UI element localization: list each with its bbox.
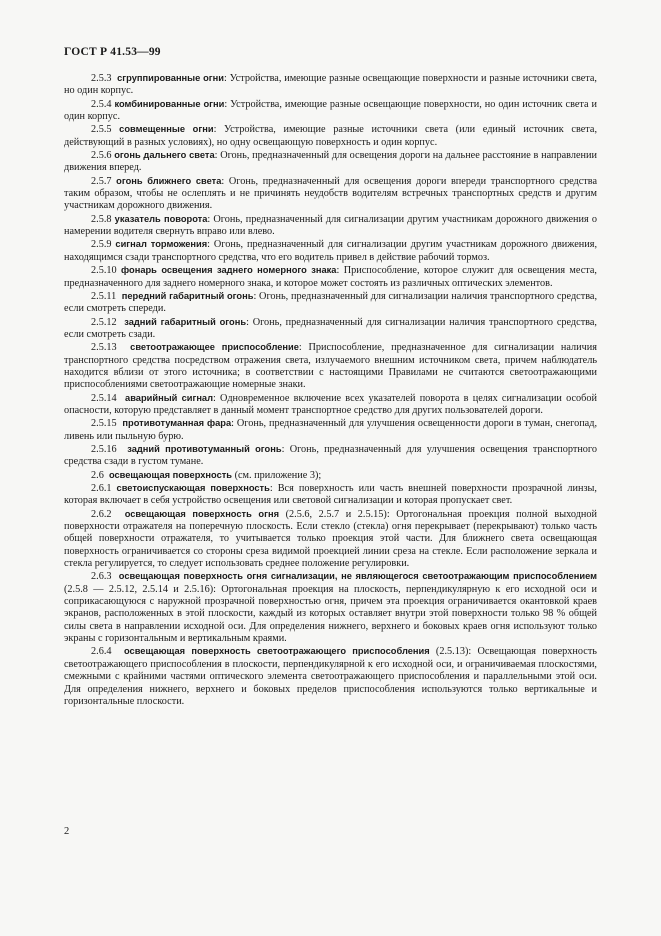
- clause-text: : Огонь, предназначенный для сигнализации наличия транспортного средства, если смотреть спереди.: [64, 290, 598, 315]
- paragraph-2-5-11: [64, 290, 597, 316]
- clause-number: 2.5.15: [91, 418, 117, 430]
- paragraph-2-5-9: [64, 238, 597, 264]
- clause-term: сгруппированные огни: [117, 73, 224, 83]
- paragraph-2-6-1: [64, 482, 597, 508]
- clause-text: : Огонь, предназначенный для освещения дороги впереди транспортного средства таким образом, чтобы не ослеплять и не причинять неудобств водителям встречных транспортных средств и другим участникам дорожного движения.: [64, 175, 598, 212]
- page-number: 2: [64, 826, 70, 837]
- clause-term: огонь дальнего света: [114, 150, 215, 161]
- clause-term: освещающая поверхность огня сигнализации, не являющегося светоотражающим приспособлением: [118, 571, 597, 582]
- clause-text: (2.5.8 — 2.5.12, 2.5.14 и 2.5.16): Ортогональная проекция на плоскость, перпендикулярную к его исходной оси и соприкасающуюся с наружной прозрачной поверхностью огня, причем эта проекция ограничивается окантовкой краев экранов, расположенных в этой плоскости, каждый из которых оставляет внутри этой поверхности только 98 % общей силы света в направлении исходной оси. Для определения нижнего, верхнего и боковых краев огня используют только экраны с горизонтальным и вертикальным краями.: [64, 583, 597, 645]
- clause-number: 2.5.9: [91, 239, 112, 251]
- paragraph-2-5-10: [64, 264, 597, 290]
- clause-text: (см. приложение 3);: [232, 469, 322, 481]
- clause-number: 2.5.4: [91, 98, 112, 110]
- clause-text: : Устройства, имеющие разные источники света (или единый источник света, действующий в разных условиях), но одну освещающую поверхность и один корпус.: [64, 124, 598, 148]
- paragraph-2-5-7: [64, 175, 597, 213]
- clause-number: 2.5.6: [91, 150, 112, 162]
- paragraph-2-6-4: [64, 645, 597, 708]
- clause-text: : Огонь, предназначенный для улучшения освещения транспортного средства сзади в густом тумане.: [64, 443, 598, 468]
- clause-number: 2.5.8: [91, 213, 112, 225]
- clause-term: комбинированные огни: [114, 98, 225, 109]
- clause-text: (2.5.6, 2.5.7 и 2.5.15): Ортогональная проекция полной выходной поверхности отражателя на поперечную плоскость. Если стекло (стекла) огня перекрывает (перекрывают) только часть общей поверхности отражателя, то учитывается только проекция этой части. Для ближнего света освещающая поверхность ограничивается со стороны среза видимой проекцией линии среза на стекле. Если расположение зеркала и стекла регулируется, то следует использовать среднее положение регулировки.: [64, 508, 598, 570]
- paragraph-2-6-3: [64, 570, 597, 645]
- clause-number: 2.5.16: [91, 443, 117, 455]
- clause-number: 2.5.11: [91, 290, 117, 302]
- paragraph-2-6: [64, 469, 597, 482]
- document-header: ГОСТ Р 41.53—99: [64, 46, 161, 58]
- clause-term: освещающая поверхность огня: [124, 508, 279, 519]
- clause-text: : Огонь, предназначенный для сигнализации другим участникам дорожного движения, находящимся сзади транспортного средства, что его водитель привел в действие рабочий тормоз.: [64, 239, 598, 263]
- clause-text: : Огонь, предназначенный для сигнализации наличия транспортного средства, если смотреть сзади.: [64, 316, 597, 340]
- paragraph-2-5-13: [64, 341, 597, 391]
- clause-number: 2.6.2: [91, 508, 112, 520]
- clause-term: задний противотуманный огонь: [127, 443, 282, 454]
- paragraph-2-5-5: [64, 123, 597, 149]
- paragraph-2-5-4: [64, 98, 597, 124]
- paragraph-2-5-12: [64, 316, 597, 342]
- clause-text: : Приспособление, которое служит для освещения места, предназначенного для заднего номерного знака, и которое может состоять из различных оптических элементов.: [64, 265, 597, 289]
- clause-text: : Вся поверхность или часть внешней поверхности прозрачной линзы, которая включает в себя устройство освещения или световой сигнализации и которая пропускает свет.: [64, 483, 597, 507]
- paragraph-2-6-2: [64, 508, 597, 571]
- clause-term: передний габаритный огонь: [121, 290, 254, 301]
- clause-number: 2.6.4: [91, 646, 112, 658]
- clause-text: (2.5.13): Освещающая поверхность светоотражающего приспособления в плоскости, перпендикулярной к его исходной оси, и ограничиваемая плоскостями, смежными с крайними частями оптического элемента светоотражающего приспособления и параллельными этой оси. Для определения нижнего, верхнего и боковых пределов приспособления используются только вертикальные и горизонтальные плоскости.: [64, 646, 597, 707]
- clause-number: 2.6.1: [91, 483, 112, 494]
- clause-text: : Огонь, предназначенный для улучшения освещенности дороги в туман, снегопад, ливень или пыльную бурю.: [64, 418, 598, 442]
- clause-term: совмещенные огни: [119, 124, 214, 135]
- clause-term: фонарь освещения заднего номерного знака: [121, 265, 337, 276]
- clause-term: освещающая поверхность светоотражающего приспособления: [123, 646, 430, 657]
- clause-term: задний габаритный огонь: [124, 316, 247, 327]
- clause-number: 2.6.3: [91, 571, 112, 583]
- paragraph-2-5-14: [64, 392, 597, 418]
- clause-number: 2.5.7: [91, 175, 112, 187]
- clause-text: : Огонь, предназначенный для сигнализации другим участникам дорожного движения о намерении водителя свернуть вправо или влево.: [64, 213, 598, 238]
- clause-term: светоиспускающая поверхность: [116, 483, 270, 493]
- paragraph-2-5-8: [64, 213, 597, 239]
- clause-text: : Устройства, имеющие разные освещающие поверхности, но один источник света и один корпус.: [64, 98, 598, 123]
- clause-term: указатель поворота: [114, 213, 208, 224]
- clause-number: 2.5.5: [91, 124, 112, 136]
- clause-text: : Огонь, предназначенный для освещения дороги на дальнее расстояние в направлении движения вперед.: [64, 150, 597, 174]
- paragraph-2-5-3: [64, 72, 597, 98]
- clause-number: 2.5.14: [91, 392, 117, 404]
- clause-term: светоотражающее приспособление: [130, 342, 299, 353]
- clause-number: 2.6: [91, 469, 104, 481]
- clause-term: освещающая поверхность: [108, 469, 233, 480]
- clause-term: аварийный сигнал: [125, 392, 214, 403]
- paragraph-2-5-16: [64, 443, 597, 469]
- clause-number: 2.5.12: [91, 316, 117, 328]
- clause-number: 2.5.13: [91, 342, 117, 354]
- clause-text: : Приспособление, предназначенное для сигнализации наличия транспортного средства посредством отражения света, излучаемого внешним источником света, причем наблюдатель находится вблизи от этого источника; в соответствии с настоящими Правилами не считаются светоотражающими приспособлениями светоотражающие номерные знаки.: [64, 342, 597, 391]
- clause-term: огонь ближнего света: [116, 175, 222, 186]
- paragraph-2-5-6: [64, 149, 597, 175]
- clause-number: 2.5.3: [91, 73, 112, 84]
- paragraph-2-5-15: [64, 417, 597, 443]
- clause-text: : Одновременное включение всех указателей поворота в целях сигнализации особой опасности, которую представляет в данный момент транспортное средство для других пользователей дороги.: [64, 392, 597, 416]
- document-body: [64, 72, 597, 708]
- clause-term: сигнал торможения: [115, 239, 208, 250]
- clause-text: : Устройства, имеющие разные освещающие поверхности и разные источники света, но один корпус.: [64, 73, 597, 97]
- clause-number: 2.5.10: [91, 265, 117, 277]
- clause-term: противотуманная фара: [122, 418, 232, 429]
